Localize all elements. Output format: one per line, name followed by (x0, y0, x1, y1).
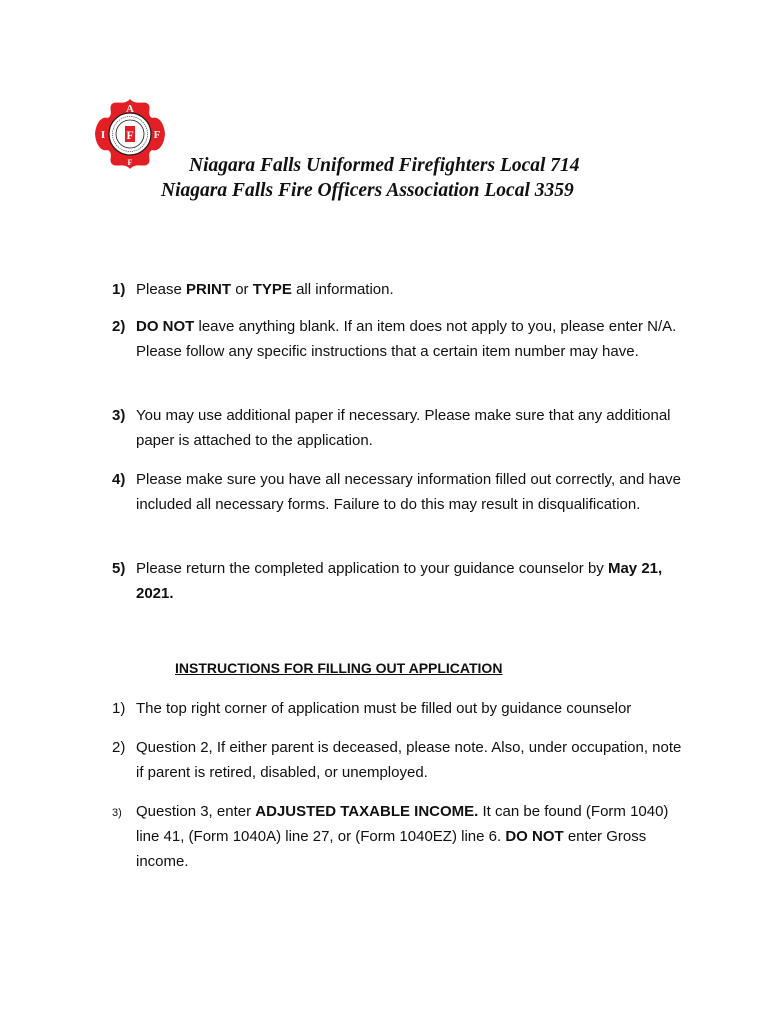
instruction-item-2 (112, 314, 692, 364)
item-text: Please PRINT or TYPE all information. (136, 281, 394, 298)
section-title: INSTRUCTIONS FOR FILLING OUT APPLICATION (175, 660, 503, 676)
instruction-item-4 (112, 467, 692, 517)
item-text: Please return the completed application to your guidance counselor by May 21, 2021. (136, 560, 663, 602)
item-number: 2) (112, 739, 126, 756)
logo-letter-a: A (126, 103, 134, 115)
instruction-item-3 (112, 403, 692, 453)
heading-line-2: Niagara Falls Fire Officers Association Local 3359 (161, 180, 574, 201)
item-number: 2) (112, 318, 126, 335)
instruction-item-1 (112, 277, 692, 302)
logo-letter-i: I (100, 129, 106, 141)
item-text: DO NOT leave anything blank. If an item does not apply to you, please enter N/A. Please follow any specific instructions that a certain item number may have. (136, 318, 677, 360)
item-text: Question 2, If either parent is deceased, please note. Also, under occupation, note if parent is retired, disabled, or unemployed. (136, 739, 682, 781)
filling-item-3 (112, 799, 692, 874)
heading-line-1: Niagara Falls Uniformed Firefighters Local 714 (189, 155, 580, 176)
item-number: 1) (112, 700, 126, 717)
svg-text:F: F (126, 128, 134, 142)
item-text: Please make sure you have all necessary information filled out correctly, and have included all necessary forms. Failure to do this may result in disqualification. (136, 471, 682, 513)
item-text: You may use additional paper if necessary. Please make sure that any additional paper is attached to the application. (136, 407, 671, 449)
item-text: Question 3, enter ADJUSTED TAXABLE INCOME. It can be found (Form 1040) line 41, (Form 1040A) line 27, or (Form 1040EZ) line 6. DO NOT enter Gross income. (136, 803, 669, 870)
item-number: 1) (112, 281, 126, 298)
filling-item-2 (112, 735, 692, 785)
filling-item-1 (112, 696, 692, 721)
iaff-logo-icon (92, 96, 168, 172)
item-number: 4) (112, 471, 126, 488)
logo-letter-f-bottom: F (127, 158, 133, 167)
item-number: 5) (112, 560, 126, 577)
item-number: 3) (112, 807, 122, 819)
item-text: The top right corner of application must be filled out by guidance counselor (136, 700, 632, 717)
item-number: 3) (112, 407, 126, 424)
instruction-item-5 (112, 556, 692, 606)
logo-letter-f: F (153, 129, 161, 141)
